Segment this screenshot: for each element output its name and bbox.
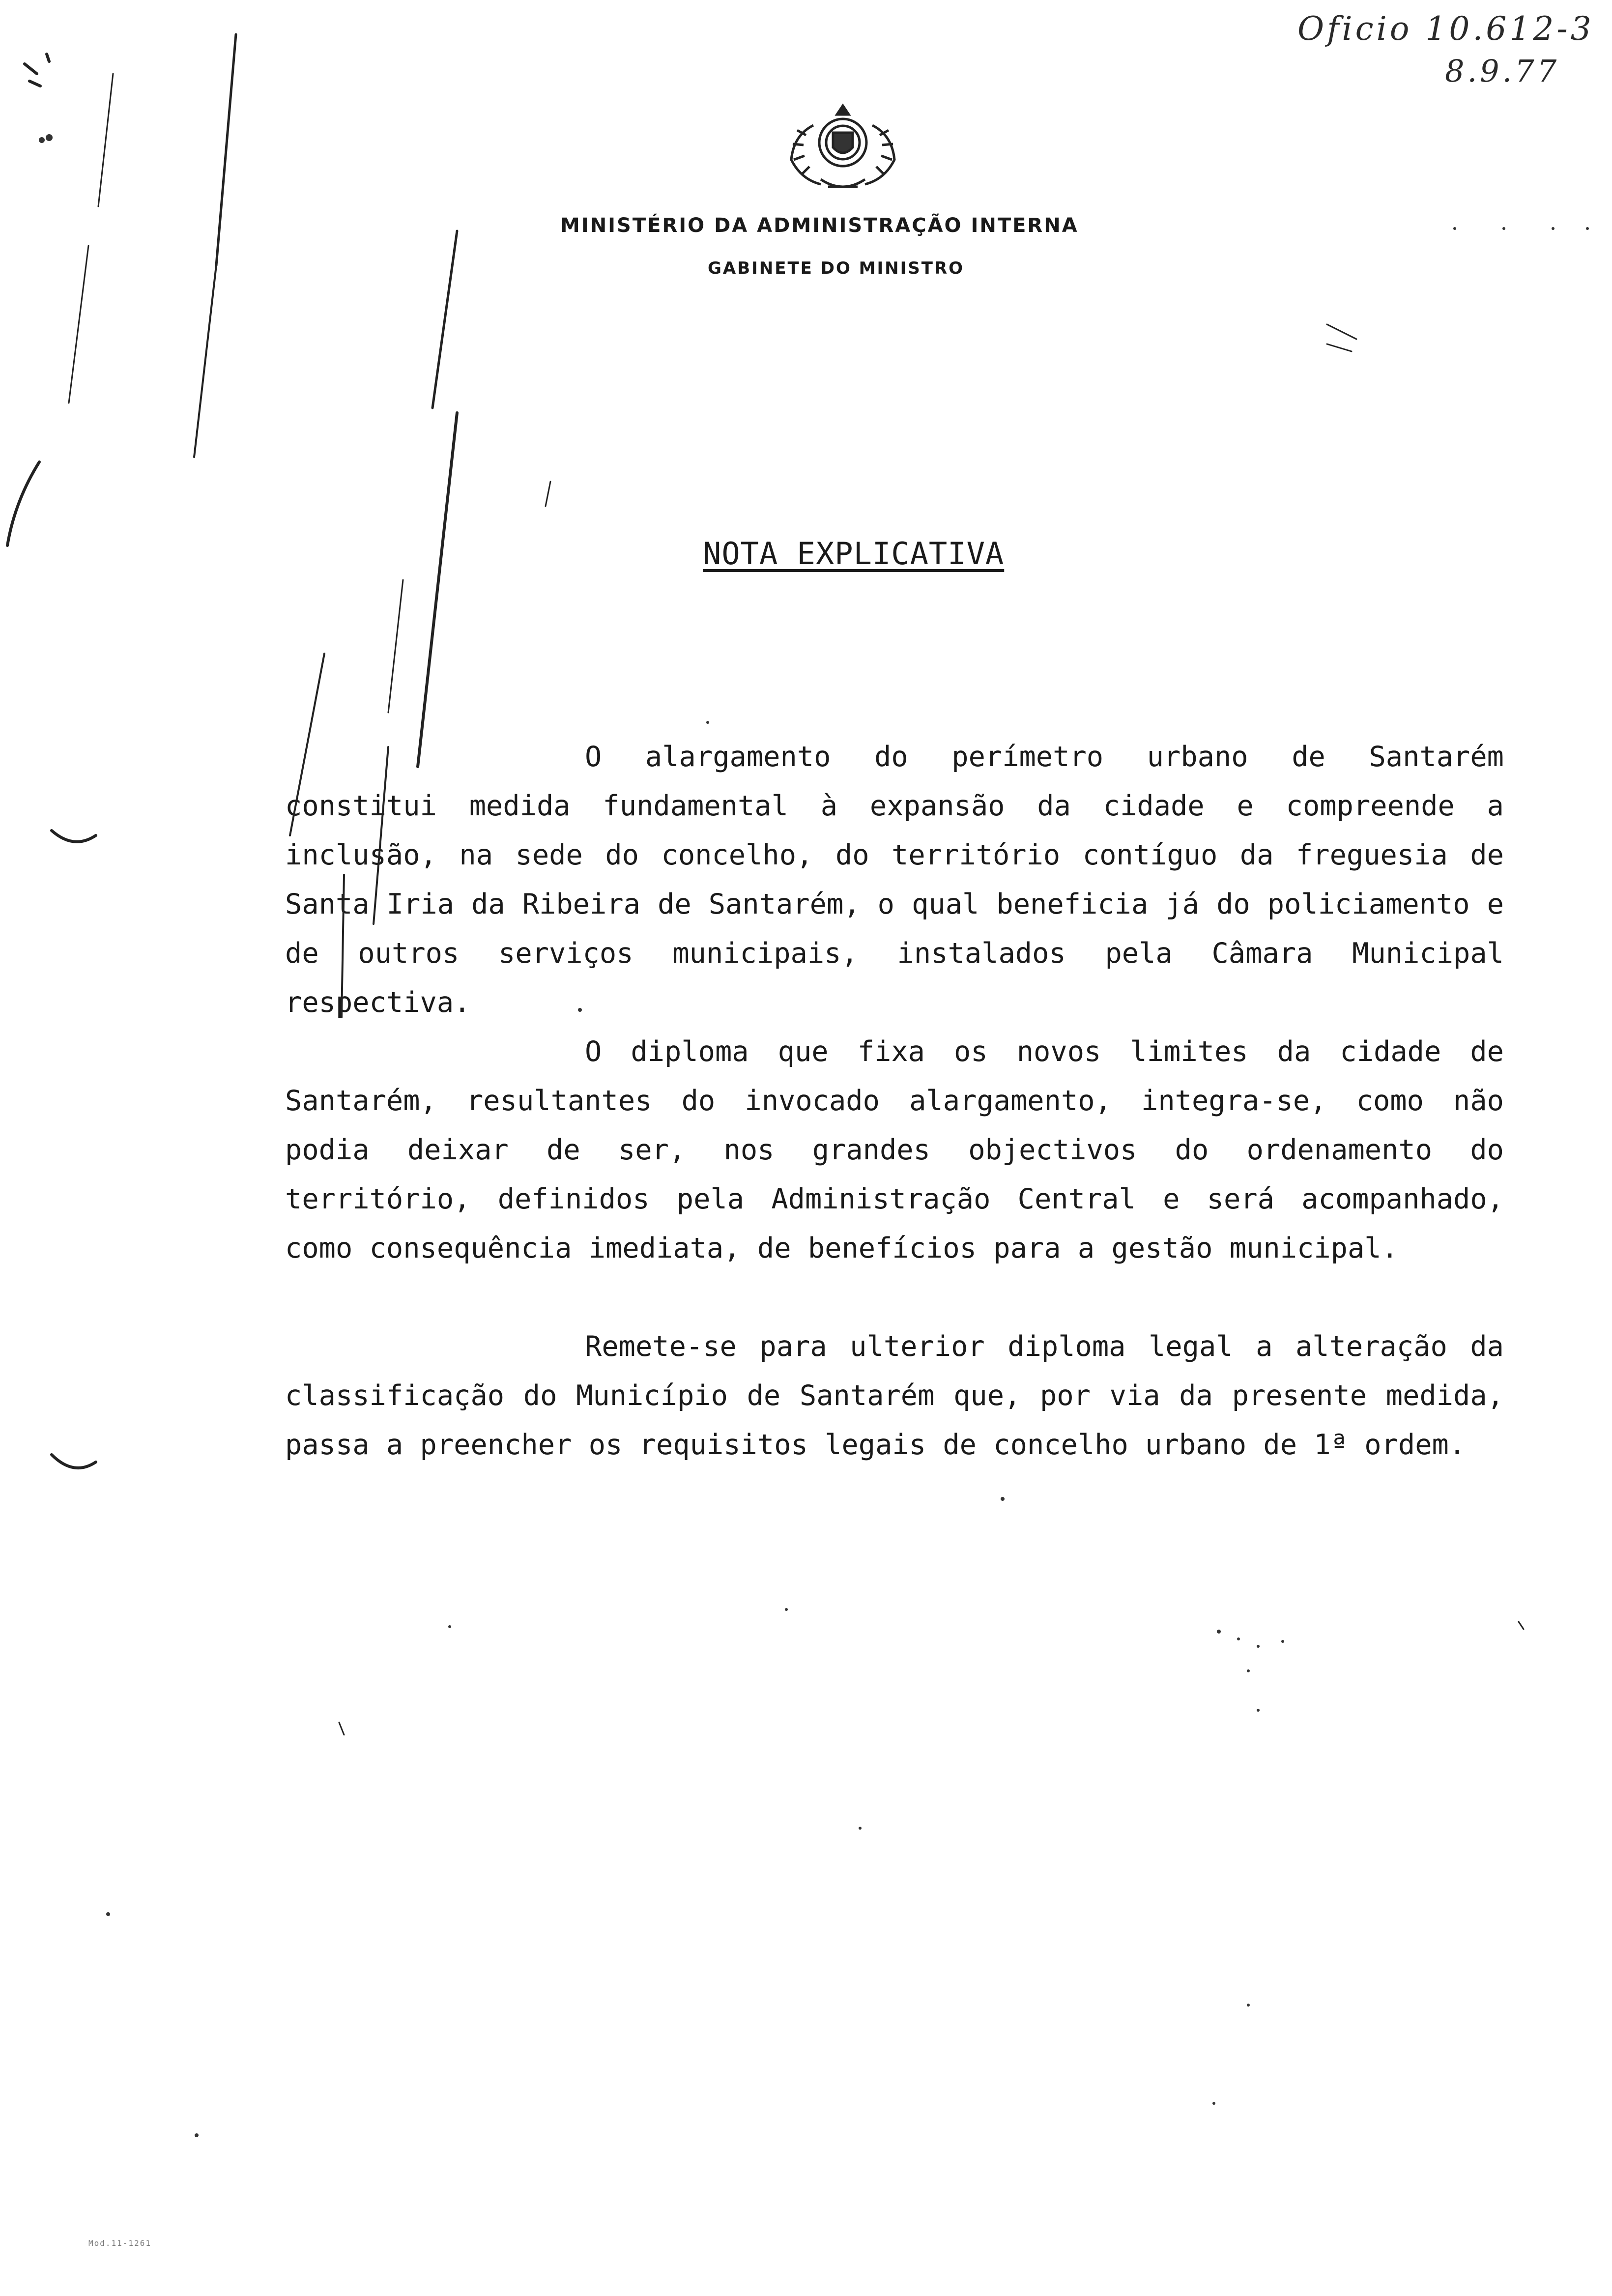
form-code: Mod.11-1261 (88, 2239, 151, 2248)
handwritten-date: 8.9.77 (1445, 53, 1560, 89)
document-title: NOTA EXPLICATIVA (703, 536, 1005, 572)
paragraph-text: Remete-se para ulterior diploma legal a alteração da classificação do Município de Santarém que, por via da presente medida, passa a preencher os requisitos legais de concelho urbano de 1ª ordem. (285, 1330, 1504, 1461)
paragraph-1 (285, 732, 1504, 1027)
paragraph-3 (285, 1322, 1504, 1469)
handwritten-reference: Oficio 10.612-3 (1297, 10, 1594, 48)
paragraph-2 (285, 1027, 1504, 1273)
paragraph-text: O alargamento do perímetro urbano de Santarém constitui medida fundamental à expansão da cidade e compreende a inclusão, na sede do concelho, do território contíguo da freguesia de Santa Iria da Ribeira de Santarém, o qual beneficia já do policiamento e de outros serviços municipais, instalados pela Câmara Municipal respectiva. (285, 741, 1504, 1019)
ministry-name: MINISTÉRIO DA ADMINISTRAÇÃO INTERNA (560, 214, 1079, 237)
cabinet-name: GABINETE DO MINISTRO (708, 258, 965, 278)
portuguese-coat-of-arms-icon (779, 96, 907, 199)
paragraph-text: O diploma que fixa os novos limites da cidade de Santarém, resultantes do invocado alargamento, integra-se, como não podia deixar de ser, nos grandes objectivos do ordenamento do território, definidos pela Administração Central e será acompanhado, como consequência imediata, de benefícios para a gestão municipal. (285, 1035, 1504, 1264)
